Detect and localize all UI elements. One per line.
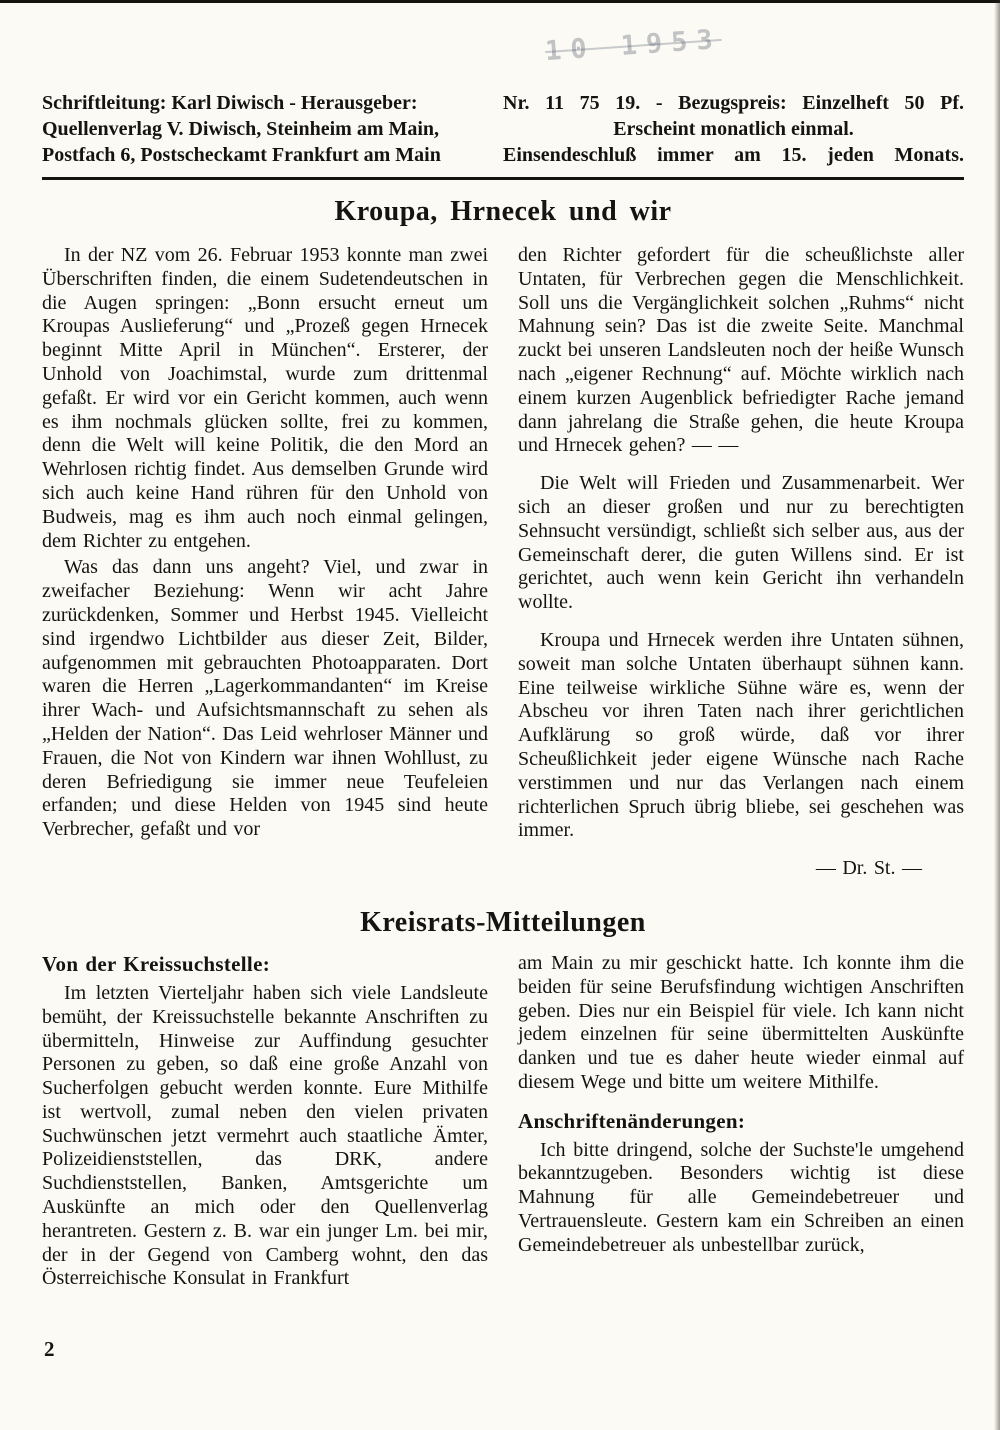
masthead-line: Nr. 11 75 19. - Bezugspreis: Einzelheft 50 Pf. xyxy=(503,92,964,114)
masthead xyxy=(42,90,964,168)
article2-right-text-1 xyxy=(518,952,964,1095)
masthead-line: Schriftleitung: Karl Diwisch - Herausgeber: xyxy=(42,92,418,114)
article-kroupa xyxy=(42,196,964,881)
scan-edge-right xyxy=(994,0,1000,1430)
paragraph: Was das dann uns angeht? Viel, und zwar in zweifacher Beziehung: Wenn wir acht Jahre zurückdenken, Sommer und Herbst 1945. Vielleicht sind irgendwo Lichtbilder aus dieser Zeit, Bilder, aufgenommen mit gebrauchten Photoapparaten. Dort waren die Herren „Lagerkommandanten“ im Kreise ihrer Wach- und Aufsichtsmannschaft zu sehen als „Helden der Nation“. Das Leid wehrloser Männer und Frauen, die Not von Kindern war ihnen Wohllust, zu deren Befriedigung sie immer neue Teufeleien erfanden; und diese Helden von 1945 sind heute Verbrecher, gefaßt und vor xyxy=(42,556,488,841)
article2-right-column xyxy=(518,952,964,1294)
masthead-line: Erscheint monatlich einmal. xyxy=(613,118,854,140)
paragraph: am Main zu mir geschickt hatte. Ich konnte ihm die beiden für seine Berufsfindung wichtigen Anschriften geben. Dies nur ein Beispiel für viele. Ich kann nicht jedem einzelnen für seine übermittelten Auskünfte danken und tue es daher heute wieder einmal auf diesem Wege und bitte um weitere Mithilfe. xyxy=(518,951,964,1093)
subheading-kreissuchstelle: Von der Kreissuchstelle: xyxy=(42,951,270,976)
date-stamp: 10 1953 xyxy=(544,23,723,68)
signature: — Dr. St. — xyxy=(815,857,922,880)
paragraph: Ich bitte dringend, solche der Suchste'le umgehend bekanntzugeben. Besonders wichtig ist diese Mahnung für alle Gemeindebetreuer und Vertrauensleute. Gestern kam ein Schreiben an einen Gemeindebetreuer als unbestellbar zurück, xyxy=(518,1138,964,1256)
article1-left-column xyxy=(42,244,488,881)
divider-rule xyxy=(42,177,964,180)
masthead-line: Einsendeschluß immer am 15. jeden Monats. xyxy=(503,144,964,166)
issue-info xyxy=(503,90,964,168)
publisher-info xyxy=(42,90,466,168)
scan-edge-top xyxy=(0,0,1000,3)
article1-left-text xyxy=(42,244,488,842)
paragraph: Im letzten Vierteljahr haben sich viele Landsleute bemüht, der Kreissuchstelle bekannte Anschriften zu übermitteln, Hinweise zur Auffindung gesuchter Personen zu geben, so daß eine große Anzahl von Sucherfolgen gebucht werden konnte. Eure Mithilfe ist wertvoll, zumal neben den vielen privaten Suchwünschen jetzt vermehrt auch staatliche Ämter, Polizeidienststellen, das DRK, andere Suchdienststellen, Banken, Amtsgerichte um Auskünfte an mich oder den Quellenverlag herantreten. Gestern z. B. war ein junger Lm. bei mir, der in der Gegend von Camberg wohnt, den das Österreichische Konsulat in Frankfurt xyxy=(42,981,488,1290)
page-number: 2 xyxy=(44,1337,55,1361)
article1-columns xyxy=(42,244,964,881)
article2-columns xyxy=(42,952,964,1294)
article2-left-column xyxy=(42,952,488,1294)
article1-right-column xyxy=(518,244,964,881)
paragraph: den Richter gefordert für die scheußlichste aller Untaten, für Verbrechen gegen die Menschlichkeit. Soll uns die Vergänglichkeit solchen „Ruhms“ nicht Mahnung sein? Das ist die zweite Seite. Manchmal zuckt bei unseren Landsleuten noch der heiße Wunsch nach „eigener Rechnung“ auf. Möchte wirklich nach einem kurzen Augenblick befriedigter Rache jemand dann jahrelang die Straße gehen, die heute Kroupa und Hrnecek gehen? — — xyxy=(518,244,964,457)
subheading-anschriftenaenderungen: Anschriftenänderungen: xyxy=(518,1108,746,1133)
article-kreisrats xyxy=(42,907,964,1294)
paragraph: Kroupa und Hrnecek werden ihre Untaten sühnen, soweit man solche Untaten überhaupt sühnen kann. Eine teilweise wirkliche Sühne wäre es, wenn der Abscheu vor ihren Taten nach ihrer gerichtlichen Aufklärung so groß würde, daß vor ihrer Scheußlichkeit jeder eigene Wünsche nach Rache verstimmen und nur das Verlangen nach einem richterlichen Spruch übrig bliebe, sei geschehen was immer. xyxy=(518,628,964,842)
article1-title: Kroupa, Hrnecek und wir xyxy=(334,196,672,227)
paragraph: In der NZ vom 26. Februar 1953 konnte man zwei Überschriften finden, die einem Sudetendeutschen in die Augen springen: „Bonn ersucht erneut um Kroupas Auslieferung“ und „Prozeß gegen Hrnecek beginnt Mitte April in München“. Ersterer, der Unhold von Joachimstal, wurde zum drittenmal gefaßt. Er wird vor ein Gericht kommen, auch wenn es ihm nochmals glücken sollte, frei zu kommen, denn die Welt will keine Politik, die den Mord an Wehrlosen richtig findet. Aus demselben Grunde wird sich auch keine Hand rühren für den Unhold von Budweis, mag es ihm auch noch einmal gelingen, dem Richter zu entgehen. xyxy=(42,244,488,552)
article2-title: Kreisrats-Mitteilungen xyxy=(360,906,646,938)
masthead-line: Quellenverlag V. Diwisch, Steinheim am Main, xyxy=(42,118,440,140)
article2-left-text xyxy=(42,982,488,1291)
article1-right-text xyxy=(518,244,964,843)
masthead-line: Postfach 6, Postscheckamt Frankfurt am Main xyxy=(42,144,441,166)
paragraph: Die Welt will Frieden und Zusammenarbeit. Wer sich an dieser großen und nur zu berechtigten Sehnsucht versündigt, schließt sich selber aus, aus der Gemeinschaft derer, die guten Willens sind. Er ist gerichtet, auch wenn kein Gericht ihn verhandeln wollte. xyxy=(518,472,964,614)
article2-right-text-2 xyxy=(518,1139,964,1258)
